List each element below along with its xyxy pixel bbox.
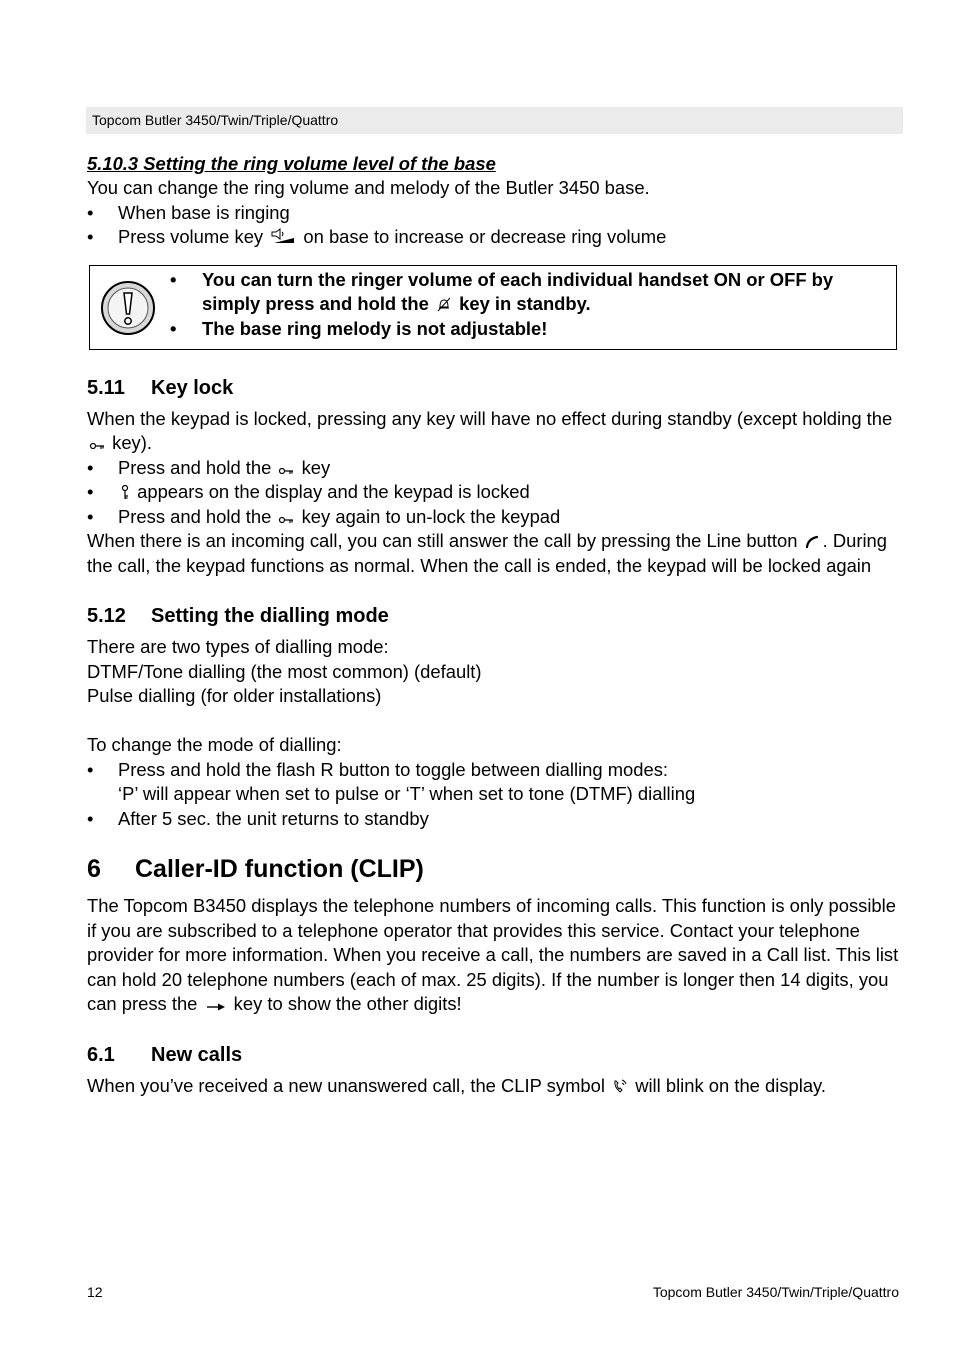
list-item: • After 5 sec. the unit returns to standby <box>87 807 899 832</box>
bullet: • <box>87 226 94 247</box>
section-5-10-3-intro: You can change the ring volume and melody of the Butler 3450 base. <box>87 177 650 198</box>
bullet: • <box>87 456 94 478</box>
arrow-right-icon <box>205 1002 227 1012</box>
page-number: 12 <box>87 1284 103 1300</box>
chapter-6-paragraph: The Topcom B3450 displays the telephone numbers of incoming calls. This function is only possible if you are subscribed to a telephone operator that provides this service. Contact your telephone provider for more information. When you receive a call, the numbers are saved in a Call list. This list can hold 20 telephone numbers (each of max. 25 digits). If the number is longer then 14 digits, you can press the key to show the other digits! <box>87 895 899 1014</box>
section-5-12-line: Pulse dialling (for older installations) <box>87 685 382 706</box>
ringer-off-icon <box>436 296 452 312</box>
bullet: • <box>170 317 177 339</box>
section-5-12-list <box>87 758 899 832</box>
section-5-11-intro: When the keypad is locked, pressing any key will have no effect during standby (except holding the key). <box>87 407 893 453</box>
clip-symbol-icon <box>612 1078 628 1094</box>
section-5-10-3-heading: 5.10.3 Setting the ring volume level of the base <box>87 153 496 174</box>
section-5-11-outro: When there is an incoming call, you can still answer the call by pressing the Line button . During the call, the keypad functions as normal. When the call is ended, the keypad will be locked again <box>87 530 887 576</box>
section-5-12-line: DTMF/Tone dialling (the most common) (default) <box>87 660 482 682</box>
bullet: • <box>87 807 94 829</box>
page-header <box>86 107 903 134</box>
section-5-12-line: There are two types of dialling mode: <box>87 636 389 657</box>
list-item: • You can turn the ringer volume of each individual handset ON or OFF by simply press and hold the key in standby. <box>170 268 834 314</box>
list-item: • appears on the display and the keypad is locked <box>87 480 899 505</box>
page-content <box>87 150 899 1098</box>
list-item: • When base is ringing <box>87 201 899 226</box>
list-item: • Press and hold the key <box>87 456 899 481</box>
section-6-1-paragraph: When you’ve received a new unanswered call, the CLIP symbol will blink on the display. <box>87 1074 826 1096</box>
list-item: • The base ring melody is not adjustable! <box>170 317 882 342</box>
bullet: • <box>87 758 94 780</box>
bullet: • <box>170 268 177 290</box>
header-title: Topcom Butler 3450/Twin/Triple/Quattro <box>92 112 339 128</box>
key-lock-icon <box>89 441 105 451</box>
key-lock-icon <box>278 466 294 476</box>
footer-title: Topcom Butler 3450/Twin/Triple/Quattro <box>652 1284 899 1300</box>
line-button-icon <box>805 535 821 549</box>
volume-key-icon <box>270 227 296 245</box>
section-5-10-3-list <box>87 201 899 250</box>
list-item: • Press and hold the flash R button to toggle between dialling modes: ‘P’ will appear when set to pulse or ‘T’ when set to tone (DTMF) dialling <box>87 758 696 804</box>
key-lock-icon <box>278 515 294 525</box>
chapter-6-heading: 6 Caller-ID function (CLIP) <box>87 855 424 883</box>
section-5-11-heading: 5.11 Key lock <box>87 376 234 399</box>
list-item: • Press volume key on base to increase or decrease ring volume <box>87 225 899 250</box>
bullet: • <box>87 201 94 223</box>
section-5-11-list <box>87 456 899 530</box>
list-item: • Press and hold the key again to un-lock the keypad <box>87 505 899 530</box>
section-5-12-heading: 5.12 Setting the dialling mode <box>87 605 389 627</box>
section-6-1-heading: 6.1 New calls <box>87 1043 243 1066</box>
notice-box <box>89 265 897 350</box>
bullet: • <box>87 481 94 502</box>
notice-list <box>170 268 882 342</box>
exclamation-warning-icon <box>100 280 156 336</box>
section-5-12-line: To change the mode of dialling: <box>87 734 342 755</box>
key-display-icon <box>120 484 130 500</box>
bullet: • <box>87 505 94 527</box>
